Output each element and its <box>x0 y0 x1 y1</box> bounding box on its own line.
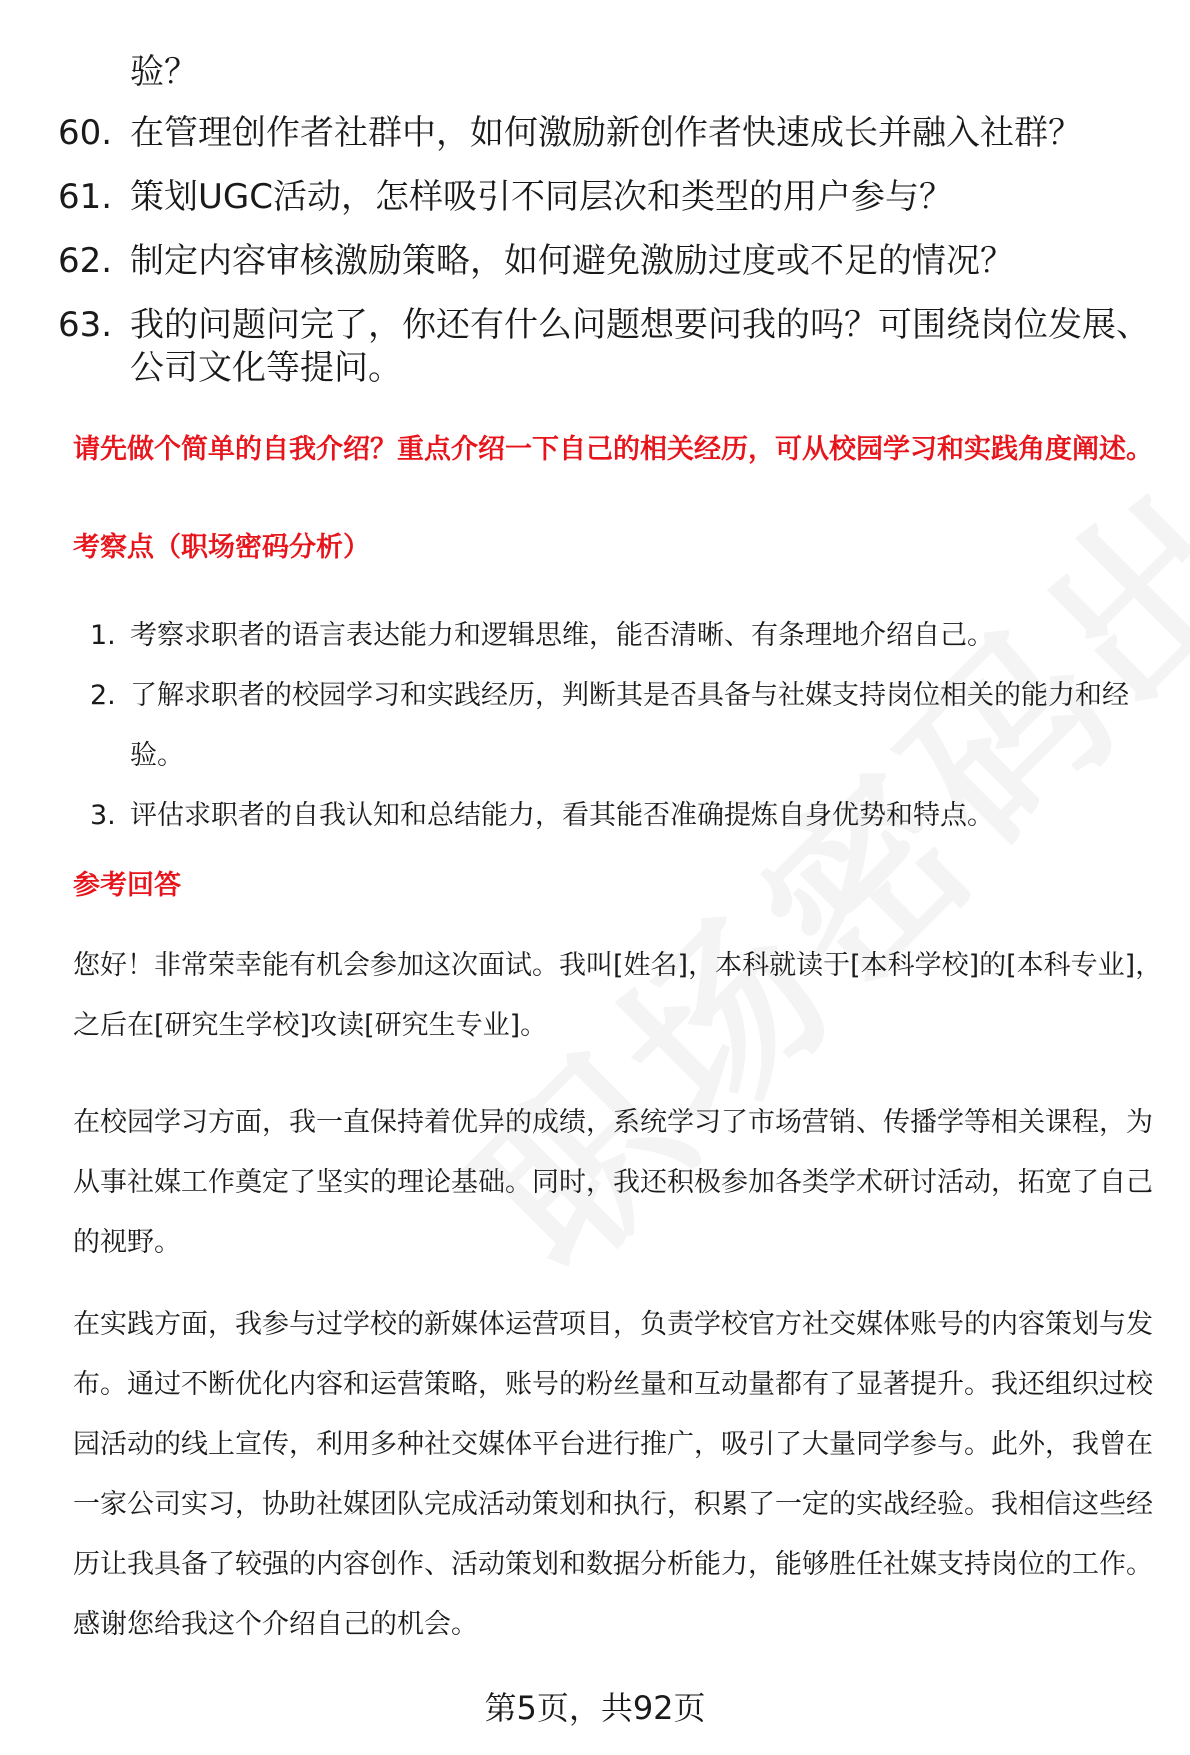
point-number: 2. <box>90 680 116 711</box>
question-text: 我的问题问完了，你还有什么问题想要问我的吗？可围绕岗位发展、公司文化等提问。 <box>130 305 1150 388</box>
assessment-point <box>90 666 1165 786</box>
assessment-point <box>90 606 1165 666</box>
question-number: 61. <box>58 177 113 217</box>
point-text: 了解求职者的校园学习和实践经历，判断其是否具备与社媒支持岗位相关的能力和经验。 <box>130 680 1129 771</box>
point-text: 评估求职者的自我认知和总结能力，看其能否准确提炼自身优势和特点。 <box>130 800 994 831</box>
question-list <box>58 112 1158 411</box>
question-number: 60. <box>58 113 113 153</box>
question-item <box>58 304 1158 390</box>
question-number: 62. <box>58 241 113 281</box>
question-text: 在管理创作者社群中，如何激励新创作者快速成长并融入社群？ <box>130 113 1082 153</box>
assessment-point <box>90 786 1165 846</box>
point-number: 1. <box>90 620 116 651</box>
question-number: 63. <box>58 305 113 345</box>
answer-paragraph: 在实践方面，我参与过学校的新媒体运营项目，负责学校官方社交媒体账号的内容策划与发布。通过不断优化内容和运营策略，账号的粉丝量和互动量都有了显著提升。我还组织过校园活动的线上宣传，利用多种社交媒体平台进行推广，吸引了大量同学参与。此外，我曾在一家公司实习，协助社媒团队完成活动策划和执行，积累了一定的实战经验。我相信这些经历让我具备了较强的内容创作、活动策划和数据分析能力，能够胜任社媒支持岗位的工作。感谢您给我这个介绍自己的机会。 <box>73 1309 1153 1640</box>
question-text: 策划UGC活动，怎样吸引不同层次和类型的用户参与？ <box>130 177 953 217</box>
answer-heading: 参考回答 <box>73 870 181 901</box>
question-item <box>58 112 1158 155</box>
answer-paragraph: 在校园学习方面，我一直保持着优异的成绩，系统学习了市场营销、传播学等相关课程，为从事社媒工作奠定了坚实的理论基础。同时，我还积极参加各类学术研讨活动，拓宽了自己的视野。 <box>73 1107 1153 1258</box>
previous-question-continuation: 验？ <box>130 52 198 92</box>
question-item <box>58 176 1158 219</box>
point-number: 3. <box>90 800 116 831</box>
question-text: 制定内容审核激励策略，如何避免激励过度或不足的情况？ <box>130 241 1014 281</box>
assessment-point-list <box>90 606 1165 846</box>
question-item <box>58 240 1158 283</box>
answer-paragraph: 您好！非常荣幸能有机会参加这次面试。我叫[姓名]，本科就读于[本科学校]的[本科专业]，之后在[研究生学校]攻读[研究生专业]。 <box>73 950 1163 1041</box>
assessment-heading: 考察点（职场密码分析） <box>73 532 370 563</box>
point-text: 考察求职者的语言表达能力和逻辑思维，能否清晰、有条理地介绍自己。 <box>130 620 994 651</box>
interview-question-heading: 请先做个简单的自我介绍？重点介绍一下自己的相关经历，可从校园学习和实践角度阐述。 <box>73 434 1153 465</box>
page-number-footer: 第5页，共92页 <box>484 1689 706 1727</box>
